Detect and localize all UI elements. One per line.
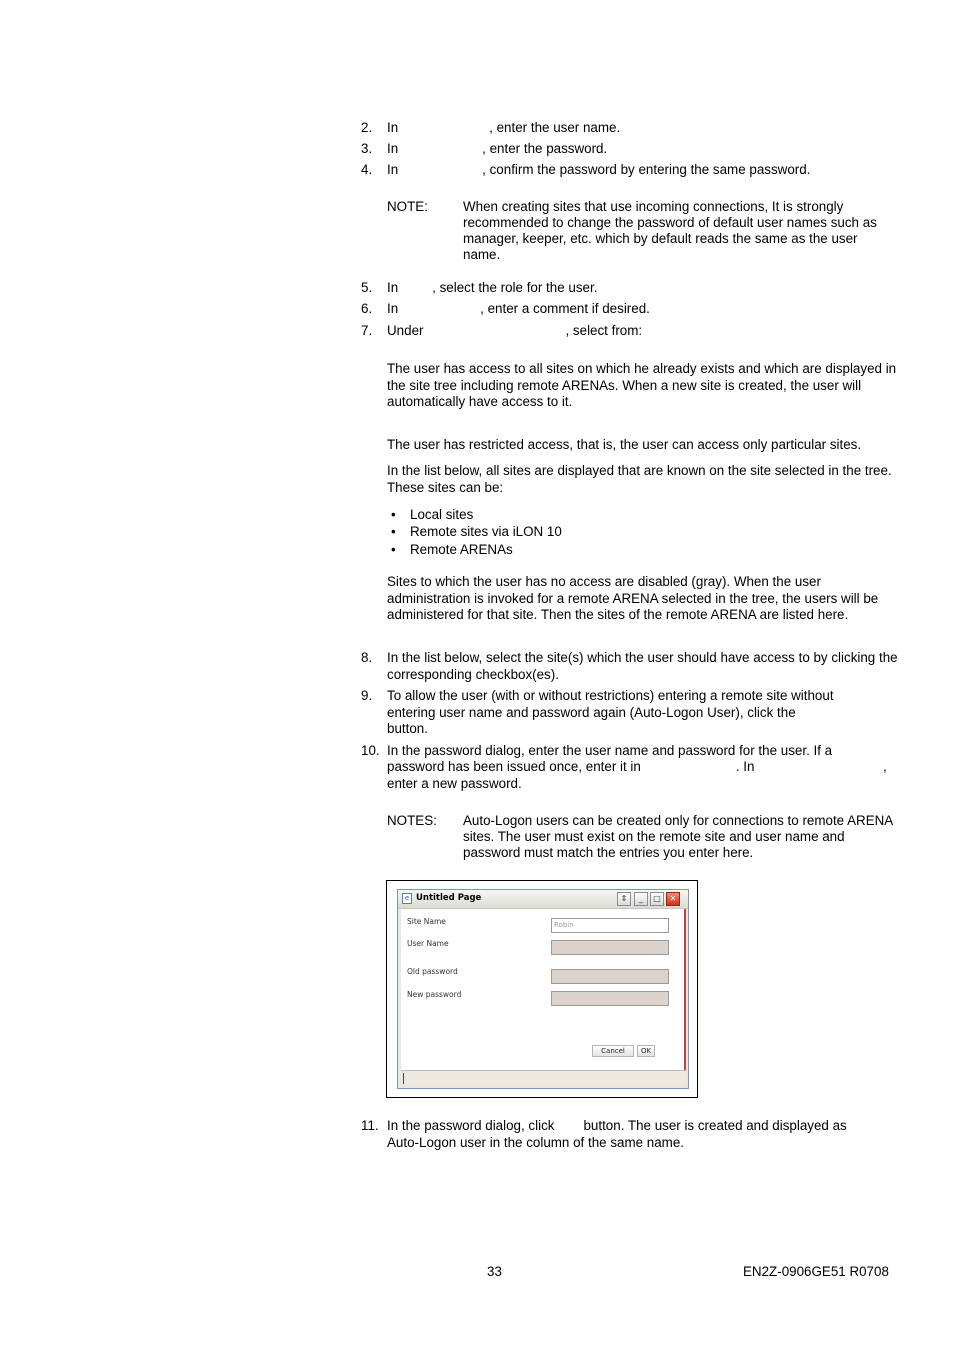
bullet-icon: • [391,507,396,522]
option-all-description: The user has access to all sites on which he already exists and which are displayed in the site tree including remote ARENAs. When a new site is created, the user will automatically have access to it. [387,361,897,409]
list-intro: In the list below, all sites are displayed that are known on the site selected in the tree. These sites can be: [387,463,892,495]
step-post: , select the role for the user. [432,280,598,295]
step-text: In the list below, select the site(s) which the user should have access to by clicking the corresponding checkbox(es). [387,650,898,682]
step-fragment: In the password dialog, click [387,1118,555,1133]
step-line [387,1118,907,1133]
step-line [387,759,902,774]
step-post: , select from: [565,323,643,338]
step-number: 8. [361,650,373,665]
dialog-client-area [401,909,686,1077]
step-number: 10. [361,743,380,758]
cancel-button[interactable]: Cancel [592,1045,634,1057]
ok-button[interactable]: OK [637,1045,655,1057]
page-number: 33 [487,1264,502,1279]
old-password-field[interactable] [551,969,669,984]
step-pre: In [387,280,399,295]
user-name-label: User Name [407,939,449,948]
dialog-title: Untitled Page [416,893,482,903]
dialog-titlebar [398,890,688,909]
step-text [387,162,810,177]
dialog-statusbar [401,1070,686,1086]
site-name-label: Site Name [407,917,446,926]
step-text [387,323,642,338]
new-password-label: New password [407,990,462,999]
step-line: Auto-Logon user in the column of the same name. [387,1135,685,1150]
note-text: When creating sites that use incoming connections, It is strongly recommended to change the password of default user names such as manager, keeper, etc. which by default reads the same as the user name. [463,199,877,262]
list-item: Remote sites via iLON 10 [410,524,562,539]
notes-label: NOTES: [387,813,437,828]
step-line: enter a new password. [387,776,522,791]
text-caret [403,1073,404,1084]
page-icon: e [402,893,412,904]
step-post: , enter the user name. [489,120,621,135]
step-fragment: password has been issued once, enter it in [387,759,641,774]
site-name-field[interactable]: Robin [551,918,669,933]
bullet-icon: • [391,524,396,539]
new-password-field[interactable] [551,991,669,1006]
note-label: NOTE: [387,199,428,214]
step-fragment: button. The user is created and displayed as [583,1118,847,1133]
step-number: 4. [361,162,373,177]
step-number: 9. [361,688,373,703]
step-pre: In [387,301,399,316]
step-line: In the password dialog, enter the user name and password for the user. If a [387,743,833,758]
step-text [387,141,607,156]
list-item: Remote ARENAs [410,542,513,557]
step-number: 7. [361,323,373,338]
step-post: , confirm the password by entering the same password. [482,162,811,177]
step-text [387,120,620,135]
step-pre: In [387,162,399,177]
step-line: To allow the user (with or without restrictions) entering a remote site without [387,688,834,703]
step-fragment: . In [735,759,755,774]
document-id: EN2Z-0906GE51 R0708 [743,1264,889,1279]
step-number: 2. [361,120,373,135]
disabled-sites-paragraph: Sites to which the user has no access are disabled (gray). When the user administration is invoked for a remote ARENA selected in the tree, the users will be administered for that site. Then the sites of the remote ARENA are listed here. [387,574,879,622]
close-icon[interactable]: ✕ [666,892,680,906]
step-line: entering user name and password again (Auto-Logon User), click the [387,705,796,720]
step-text [387,301,650,316]
step-pre: Under [387,323,424,338]
step-fragment: , [883,759,887,774]
password-dialog [397,889,689,1089]
step-number: 6. [361,301,373,316]
notes-text: Auto-Logon users can be created only for connections to remote ARENA sites. The user must exist on the remote site and user name and password must match the entries you enter here. [463,813,893,860]
old-password-label: Old password [407,967,458,976]
step-pre: In [387,141,399,156]
bullet-icon: • [391,542,396,557]
list-item: Local sites [410,507,474,522]
step-line: button. [387,721,428,736]
step-number: 5. [361,280,373,295]
step-number: 3. [361,141,373,156]
step-pre: In [387,120,399,135]
maximize-icon[interactable]: □ [650,892,664,906]
user-name-field[interactable] [551,940,669,955]
step-number: 11. [361,1118,379,1133]
password-dialog-figure [386,880,698,1098]
step-post: , enter a comment if desired. [480,301,650,316]
step-text [387,280,597,295]
option-restricted-description: The user has restricted access, that is, the user can access only particular sites. [387,437,862,452]
step-post: , enter the password. [482,141,608,156]
resize-icon[interactable]: ⇕ [617,892,631,906]
minimize-icon[interactable]: _ [634,892,648,906]
